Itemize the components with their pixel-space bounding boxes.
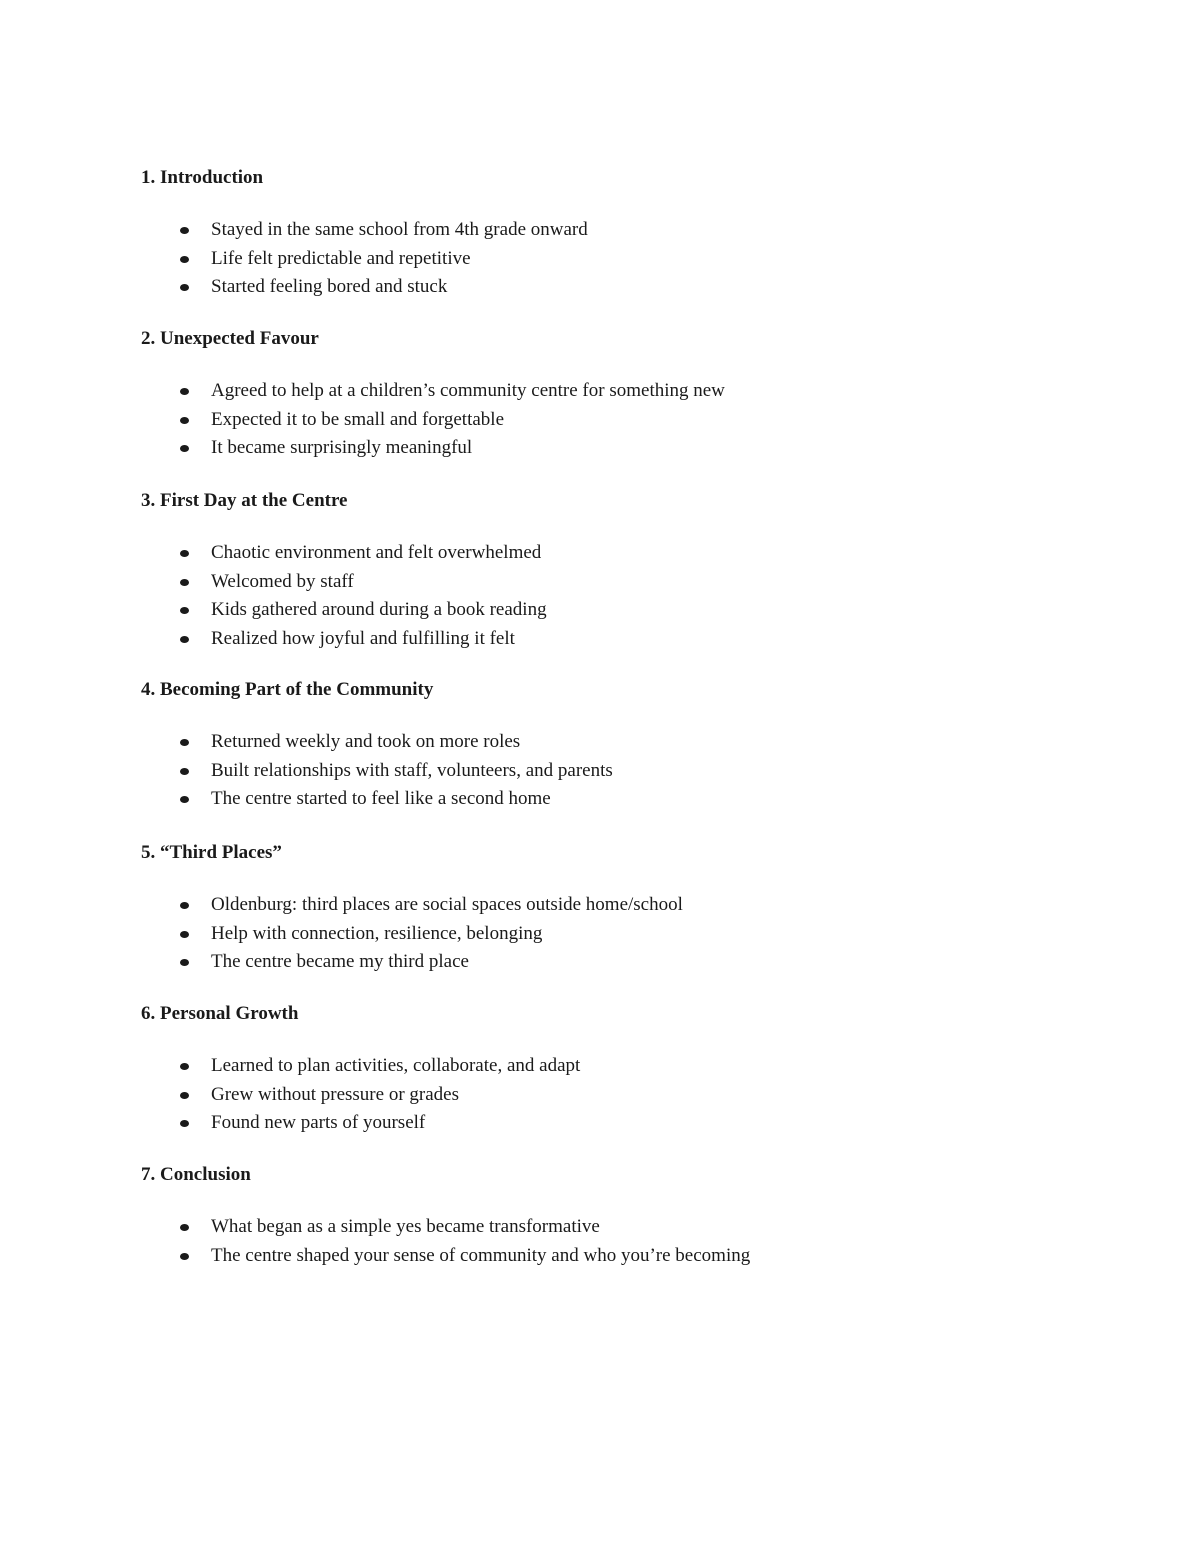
list-item	[141, 759, 1041, 783]
list-item-text: Started feeling bored and stuck	[211, 276, 448, 297]
bullet-icon	[180, 931, 189, 938]
list-item-text: Chaotic environment and felt overwhelmed	[211, 542, 542, 563]
section-heading: 3. First Day at the Centre	[141, 490, 348, 511]
list-item-text: It became surprisingly meaningful	[211, 437, 473, 458]
bullet-icon	[180, 1224, 189, 1231]
list-item-text: Built relationships with staff, volunteers, and parents	[211, 759, 613, 781]
bullet-icon	[180, 1120, 189, 1127]
list-item-text: Realized how joyful and fulfilling it felt	[211, 627, 515, 649]
list-item-text: Returned weekly and took on more roles	[211, 731, 521, 752]
bullet-list	[141, 730, 1041, 811]
section-heading: 5. “Third Places”	[141, 842, 282, 863]
bullet-icon	[180, 607, 189, 614]
bullet-icon	[180, 739, 189, 746]
section-unexpected-favour	[141, 327, 1041, 465]
section-heading: 6. Personal Growth	[141, 1003, 299, 1024]
list-item	[141, 627, 1041, 651]
bullet-icon	[180, 796, 189, 803]
list-item-text: The centre became my third place	[211, 951, 469, 972]
section-heading: 4. Becoming Part of the Community	[141, 679, 434, 700]
bullet-icon	[180, 1092, 189, 1099]
list-item-text: Found new parts of yourself	[211, 1112, 426, 1133]
list-item	[141, 1111, 1041, 1135]
bullet-icon	[180, 417, 189, 424]
bullet-icon	[180, 636, 189, 643]
list-item-text: Life felt predictable and repetitive	[211, 247, 471, 269]
list-item	[141, 893, 1041, 917]
list-item	[141, 950, 1041, 974]
section-becoming-part	[141, 678, 1041, 816]
list-item-text: Oldenburg: third places are social spaces outside home/school	[211, 894, 683, 915]
list-item	[141, 787, 1041, 811]
bullet-list	[141, 1054, 1041, 1135]
list-item	[141, 436, 1041, 460]
bullet-list	[141, 893, 1041, 974]
section-conclusion	[141, 1163, 1041, 1272]
bullet-icon	[180, 227, 189, 234]
list-item-text: The centre shaped your sense of community and who you’re becoming	[211, 1244, 751, 1266]
section-heading: 2. Unexpected Favour	[141, 328, 319, 349]
bullet-icon	[180, 1253, 189, 1260]
list-item	[141, 218, 1041, 242]
list-item	[141, 922, 1041, 946]
section-heading: 1. Introduction	[141, 167, 264, 188]
list-item-text: Agreed to help at a children’s community centre for something new	[211, 380, 725, 401]
section-introduction	[141, 166, 1041, 304]
list-item	[141, 379, 1041, 403]
section-third-places	[141, 841, 1041, 979]
section-first-day	[141, 489, 1041, 655]
bullet-list	[141, 218, 1041, 299]
list-item	[141, 408, 1041, 432]
list-item-text: Grew without pressure or grades	[211, 1083, 459, 1105]
list-item-text: What began as a simple yes became transformative	[211, 1216, 600, 1237]
bullet-list	[141, 541, 1041, 651]
list-item-text: Expected it to be small and forgettable	[211, 408, 504, 430]
bullet-icon	[180, 256, 189, 263]
list-item	[141, 247, 1041, 271]
list-item-text: Learned to plan activities, collaborate, and adapt	[211, 1055, 581, 1076]
list-item-text: Kids gathered around during a book reading	[211, 599, 547, 620]
list-item	[141, 1054, 1041, 1078]
list-item	[141, 570, 1041, 594]
section-personal-growth	[141, 1002, 1041, 1140]
list-item	[141, 1083, 1041, 1107]
bullet-list	[141, 379, 1041, 460]
list-item	[141, 541, 1041, 565]
bullet-icon	[180, 284, 189, 291]
bullet-icon	[180, 768, 189, 775]
bullet-icon	[180, 959, 189, 966]
bullet-icon	[180, 579, 189, 586]
bullet-icon	[180, 388, 189, 395]
bullet-list	[141, 1215, 1041, 1268]
list-item-text: Welcomed by staff	[211, 570, 354, 592]
list-item-text: The centre started to feel like a second home	[211, 788, 551, 809]
list-item-text: Stayed in the same school from 4th grade onward	[211, 219, 588, 240]
bullet-icon	[180, 902, 189, 909]
bullet-icon	[180, 445, 189, 452]
list-item	[141, 1215, 1041, 1239]
list-item	[141, 730, 1041, 754]
bullet-icon	[180, 550, 189, 557]
list-item-text: Help with connection, resilience, belonging	[211, 922, 543, 944]
section-heading: 7. Conclusion	[141, 1164, 251, 1185]
bullet-icon	[180, 1063, 189, 1070]
list-item	[141, 275, 1041, 299]
list-item	[141, 1244, 1041, 1268]
list-item	[141, 598, 1041, 622]
